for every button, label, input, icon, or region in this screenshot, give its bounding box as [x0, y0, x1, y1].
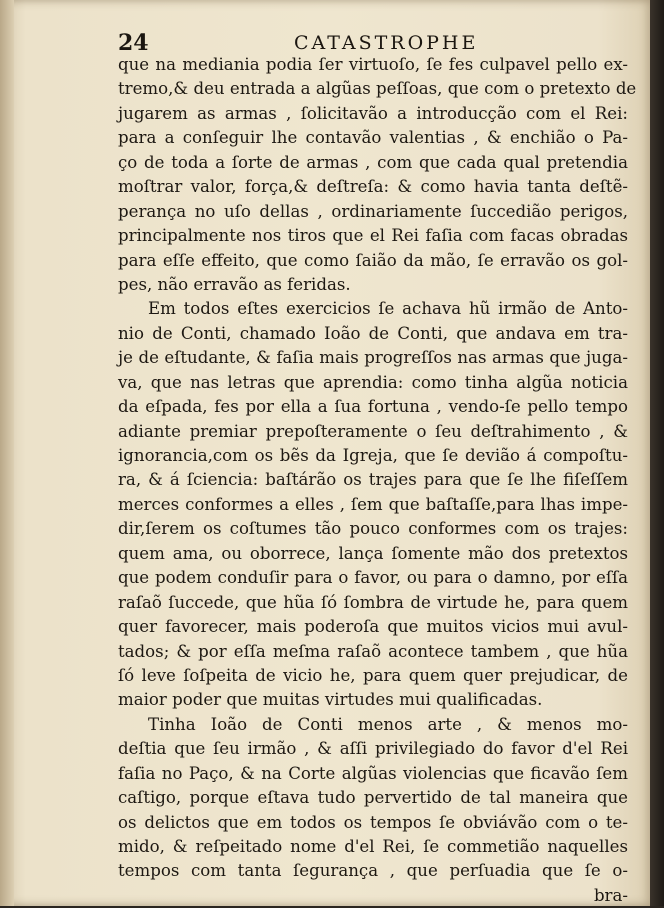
text-line: que podem conduſir para o favor, ou para o damno, por eſſa: [118, 568, 628, 588]
text-line: maior poder que muitas virtudes mui qualificadas.: [118, 690, 543, 710]
page-number: 24: [118, 30, 149, 56]
text-line: caſtigo, porque eſtava tudo pervertido de tal maneira que: [118, 788, 628, 808]
catchword: bra-: [593, 885, 628, 905]
text-line: raſaõ ſuccede, que hũa ſó ſombra de virtude he, para quem: [118, 592, 628, 612]
text-line: perança no uſo dellas , ordinariamente ſuccedião perigos,: [118, 201, 628, 221]
text-line: ſó leve ſoſpeita de vicio he, para quem quer prejudicar, de: [118, 665, 628, 685]
text-line: que na mediania podia ſer virtuoſo, ſe fes culpavel pello ex-: [118, 55, 628, 74]
text-line: moſtrar valor, força,& deſtreſa: & como havia tanta deſtẽ-: [118, 177, 628, 197]
page-gutter: [0, 0, 14, 906]
text-line: merces conformes a elles , ſem que baſtaſſe,para lhas impe-: [118, 494, 628, 514]
page-edge-shadow: [650, 0, 664, 906]
body-text: [118, 53, 637, 908]
text-line: ignorancia,com os bẽs da Igreja, que ſe devião á compoſtu-: [118, 446, 628, 465]
text-line: tados; & por eſſa meſma raſaõ acontece tambem , que hũa: [118, 641, 628, 661]
text-line: tempos com tanta ſegurança , que perſuadia que ſe o-: [118, 861, 628, 881]
paragraph-start-line: Em todos eſtes exercicios ſe achava hũ irmão de Anto-: [148, 299, 628, 319]
text-line: da eſpada, fes por ella a ſua fortuna , vendo-ſe pello tempo: [118, 397, 628, 417]
text-line: dir,ſerem os coſtumes tão pouco conformes com os trajes:: [118, 519, 628, 539]
paragraph-start-line: Tinha Ioão de Conti menos arte , & menos mo-: [148, 714, 628, 734]
text-line: os delictos que em todos os tempos ſe obviávão com o te-: [118, 812, 628, 832]
text-line: je de eſtudante, & faſia mais progreſſos nas armas que juga-: [118, 348, 628, 368]
text-line: principalmente nos tiros que el Rei faſia com facas obradas: [118, 226, 628, 246]
running-title: CATASTROPHE: [294, 32, 479, 54]
text-line: para a conſeguir lhe contavão valentias , & enchião o Pa-: [118, 128, 628, 148]
text-line: faſia no Paço, & na Corte algũas violencias que ficavão ſem: [118, 763, 628, 783]
text-line: para eſſe effeito, que como ſaião da mão, ſe erravão os gol-: [118, 250, 628, 270]
text-line: jugarem as armas , ſolicitavão a introducção com el Rei:: [118, 103, 628, 123]
text-line: adiante premiar prepoſteramente o ſeu deſtrahimento , &: [118, 421, 628, 441]
text-line: va, que nas letras que aprendia: como tinha algũa noticia: [118, 372, 628, 392]
text-line: mido, & reſpeitado nome d'el Rei, ſe commetião naquelles: [118, 837, 628, 856]
text-line: tremo,& deu entrada a algũas peſſoas, que com o pretexto de: [118, 79, 637, 99]
text-line: ra, & á ſciencia: baſtárão os trajes para que ſe lhe fiſeſſem: [118, 470, 628, 490]
text-line: quem ama, ou oborrece, lança ſomente mão dos pretextos: [118, 543, 628, 563]
text-line: nio de Conti, chamado Ioão de Conti, que andava em tra-: [118, 323, 628, 343]
text-line: deſtia que ſeu irmão , & aſſi privilegiado do favor d'el Rei: [118, 739, 628, 759]
text-line: ço de toda a ſorte de armas , com que cada qual pretendia: [118, 152, 628, 172]
text-line: pes, não erravão as feridas.: [118, 274, 351, 294]
text-line: quer favorecer, mais poderoſa que muitos vicios mui avul-: [118, 617, 628, 637]
